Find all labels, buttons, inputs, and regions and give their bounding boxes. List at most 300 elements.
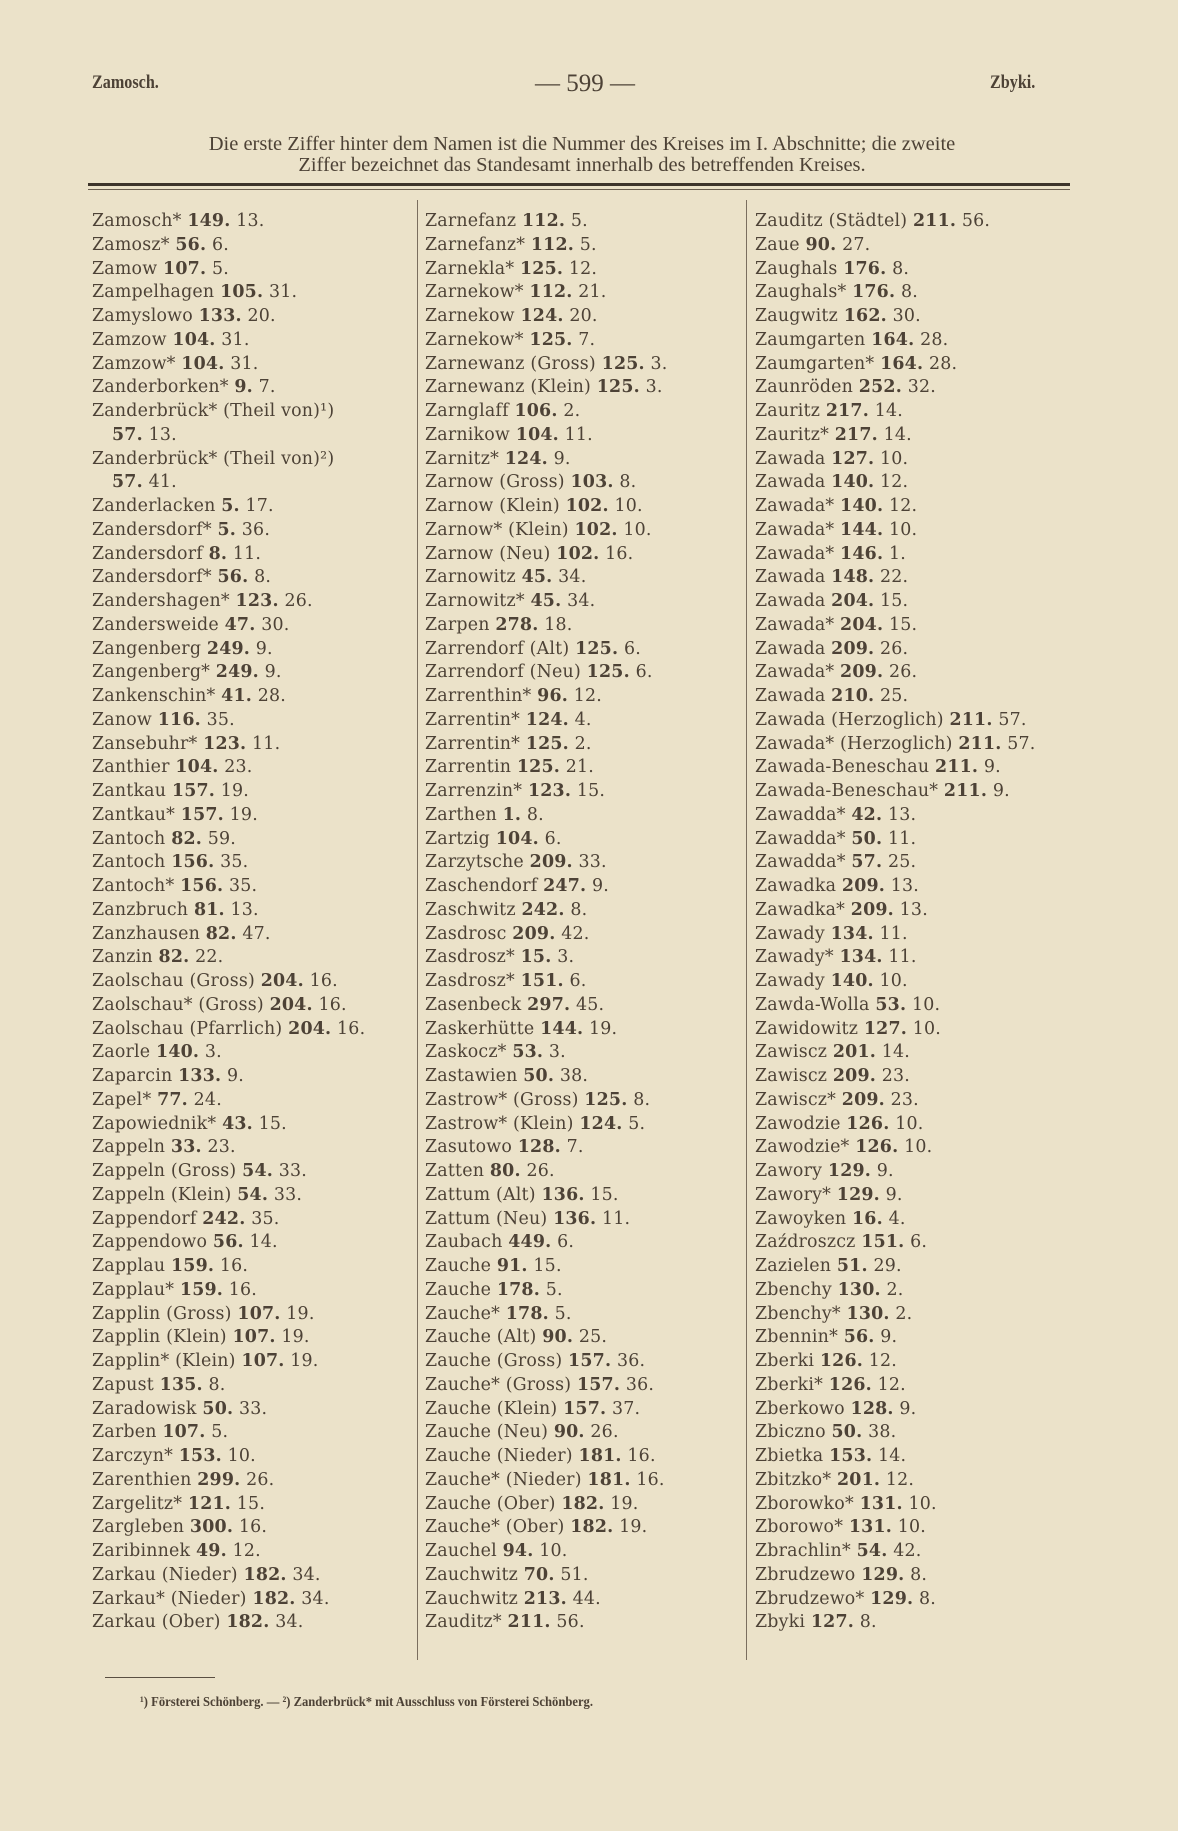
- place-name: Zawodzie*: [755, 1137, 850, 1158]
- place-name: Zarnekow: [425, 306, 515, 326]
- kreis-number: 90.: [805, 234, 837, 255]
- kreis-number: 204.: [288, 1018, 332, 1039]
- standesamt-number: 29.: [873, 1256, 902, 1276]
- place-name: Zargelitz*: [92, 1493, 183, 1514]
- kreis-number: 56.: [175, 234, 207, 255]
- place-name: Zamyslowo: [92, 306, 193, 326]
- place-name: Zauche (Gross): [425, 1351, 563, 1371]
- index-entry: [92, 1326, 365, 1350]
- standesamt-number: 15.: [576, 781, 606, 801]
- index-entry: [755, 1350, 1036, 1374]
- place-name: Zarthen: [425, 804, 497, 825]
- standesamt-number: 33.: [238, 1398, 268, 1419]
- kreis-number: 211.: [943, 781, 988, 801]
- standesamt-number: 6.: [211, 234, 229, 255]
- kreis-number: 156.: [171, 852, 215, 873]
- place-name: Zappeln (Klein): [92, 1184, 232, 1205]
- standesamt-number: 59.: [207, 828, 237, 849]
- index-entry: [92, 1493, 365, 1517]
- kreis-number: 43.: [222, 1113, 253, 1134]
- place-name: Zauchel: [425, 1541, 497, 1561]
- standesamt-number: 28.: [920, 329, 949, 350]
- kreis-number: 159.: [179, 1279, 224, 1300]
- index-entry: [755, 1231, 1036, 1255]
- index-entry: [425, 376, 668, 400]
- place-name: Zbitzko*: [755, 1469, 832, 1490]
- standesamt-number: 11.: [601, 1208, 631, 1229]
- kreis-number: 82.: [158, 947, 190, 968]
- index-entry: [425, 566, 668, 590]
- kreis-number: 217.: [834, 424, 878, 445]
- standesamt-number: 3.: [557, 947, 575, 968]
- place-name: Zawada*: [755, 662, 835, 683]
- kreis-number: 210.: [831, 686, 875, 706]
- kreis-number: 144.: [840, 519, 884, 540]
- kreis-number: 297.: [527, 994, 571, 1015]
- index-entry: [92, 281, 365, 305]
- standesamt-number: 26.: [284, 591, 313, 611]
- index-entry: [755, 1564, 1036, 1588]
- place-name: Zappeln: [92, 1137, 166, 1158]
- index-entry: [755, 1374, 1036, 1398]
- kreis-number: 164.: [871, 329, 915, 350]
- index-entry: [92, 994, 365, 1018]
- place-name: Zarnow (Gross): [425, 472, 565, 493]
- standesamt-number: 11.: [564, 424, 593, 445]
- running-head-right: Zbyki.: [990, 72, 1036, 93]
- place-name: Zandersdorf: [92, 543, 203, 564]
- kreis-number: 53.: [512, 1042, 544, 1063]
- place-name: Zarrendorf (Neu): [425, 662, 581, 683]
- standesamt-number: 11.: [879, 923, 908, 944]
- place-name: Zasdrosc: [425, 923, 507, 944]
- standesamt-number: 12.: [568, 258, 598, 279]
- index-entry: [425, 851, 668, 875]
- place-name: Zbietka: [755, 1446, 824, 1466]
- kreis-number: 102.: [556, 543, 600, 564]
- kreis-number: 127.: [863, 1018, 907, 1039]
- kreis-number: 299.: [197, 1469, 241, 1490]
- standesamt-number: 36.: [616, 1351, 646, 1371]
- index-entry: [92, 733, 365, 757]
- place-name: Zarrentin: [425, 757, 512, 778]
- kreis-number: 125.: [586, 662, 630, 683]
- index-entry: [425, 590, 668, 614]
- place-name: Zappendorf: [92, 1208, 197, 1229]
- kreis-number: 56.: [843, 1327, 875, 1348]
- kreis-number: 127.: [810, 1612, 855, 1633]
- standesamt-number: 18.: [544, 614, 573, 635]
- index-entry: [92, 1184, 365, 1208]
- kreis-number: 201.: [836, 1469, 881, 1490]
- standesamt-number: 22.: [195, 947, 224, 968]
- index-entry: [92, 780, 365, 804]
- kreis-number: 56.: [217, 567, 249, 588]
- kreis-number: 112.: [530, 234, 575, 255]
- standesamt-number: 13.: [887, 804, 917, 825]
- index-entry: [425, 1303, 668, 1327]
- kreis-number: 51.: [836, 1256, 868, 1276]
- kreis-number: 134.: [839, 947, 883, 968]
- kreis-number: 129.: [836, 1184, 880, 1205]
- standesamt-number: 38.: [559, 1066, 589, 1086]
- index-entry: [425, 329, 668, 353]
- standesamt-number: 15.: [880, 591, 909, 611]
- place-name: Zarnekow*: [425, 329, 524, 350]
- kreis-number: 105.: [220, 282, 264, 303]
- kreis-number: 125.: [525, 733, 569, 754]
- place-name: Zawory: [755, 1161, 823, 1181]
- kreis-number: 140.: [840, 496, 884, 516]
- index-entry: [425, 1065, 668, 1089]
- index-entry: [92, 1113, 365, 1137]
- index-entry: [755, 851, 1036, 875]
- index-entry: [92, 709, 365, 733]
- standesamt-number: 8.: [619, 472, 637, 493]
- place-name: Zauche (Ober): [425, 1493, 556, 1514]
- index-entry: [755, 543, 1036, 567]
- index-entry: [92, 1469, 365, 1493]
- kreis-number: 128.: [850, 1398, 894, 1419]
- index-entry: [755, 899, 1036, 923]
- index-entry: [92, 804, 365, 828]
- kreis-number: 140.: [831, 472, 875, 493]
- kreis-number: 252.: [858, 377, 902, 398]
- kreis-number: 153.: [178, 1446, 222, 1466]
- index-entry: [755, 1326, 1036, 1350]
- kreis-number: 80.: [489, 1161, 521, 1181]
- place-name: Zberkowo: [755, 1398, 845, 1419]
- index-entry: [755, 329, 1036, 353]
- standesamt-number: 35.: [206, 709, 235, 730]
- place-name: Zborowo*: [755, 1517, 844, 1538]
- place-name: Zandersweide: [92, 614, 219, 635]
- index-entry: [425, 994, 668, 1018]
- place-name: Zaue: [755, 234, 800, 255]
- index-entry: [425, 1041, 668, 1065]
- index-entry: [425, 828, 668, 852]
- standesamt-number: 16.: [238, 1517, 268, 1538]
- kreis-number: 9.: [234, 377, 253, 398]
- index-entry: [92, 210, 365, 234]
- standesamt-number: 16.: [219, 1256, 249, 1276]
- place-name: Zauche (Alt): [425, 1327, 537, 1348]
- kreis-number: 136.: [541, 1184, 585, 1205]
- standesamt-number: 41.: [148, 472, 177, 493]
- kreis-number: 82.: [205, 923, 237, 944]
- place-name: Zantoch*: [92, 876, 175, 896]
- standesamt-number: 56.: [961, 211, 991, 231]
- standesamt-number: 15.: [236, 1493, 266, 1514]
- index-entry: [92, 448, 365, 496]
- place-name: Zawada*: [755, 543, 835, 564]
- kreis-number: 53.: [875, 994, 907, 1015]
- page-number: — 599 —: [535, 70, 635, 97]
- place-name: Zbennin*: [755, 1327, 838, 1348]
- standesamt-number: 33.: [578, 852, 607, 873]
- standesamt-number: 5.: [211, 258, 229, 279]
- kreis-number: 182.: [252, 1588, 296, 1609]
- standesamt-number: 31.: [221, 329, 250, 350]
- index-entry: [425, 1493, 668, 1517]
- place-name: Zantkau: [92, 781, 167, 801]
- kreis-number: 211.: [507, 1612, 551, 1633]
- kreis-number: 124.: [504, 448, 548, 469]
- standesamt-number: 10.: [911, 994, 941, 1015]
- standesamt-number: 9.: [264, 662, 282, 683]
- place-name: Zandersdorf*: [92, 567, 212, 588]
- index-entry: [755, 376, 1036, 400]
- standesamt-number: 4.: [574, 709, 592, 730]
- standesamt-number: 16.: [636, 1469, 665, 1490]
- place-name: Zarrentin*: [425, 709, 521, 730]
- index-entry: [425, 471, 668, 495]
- kreis-number: 134.: [830, 923, 874, 944]
- standesamt-number: 12.: [888, 496, 918, 516]
- standesamt-number: 26.: [526, 1161, 555, 1181]
- standesamt-number: 6.: [569, 971, 587, 991]
- index-entry: [92, 1398, 365, 1422]
- kreis-number: 91.: [496, 1256, 528, 1276]
- index-entry: [92, 1588, 365, 1612]
- kreis-number: 42.: [851, 804, 883, 825]
- kreis-number: 300.: [189, 1517, 234, 1538]
- standesamt-number: 13.: [236, 211, 265, 231]
- standesamt-number: 2.: [574, 733, 592, 754]
- place-name: Zarnow (Klein): [425, 496, 560, 516]
- index-entry: [92, 1564, 365, 1588]
- kreis-number: 133.: [198, 306, 242, 326]
- kreis-number: 140.: [830, 971, 874, 991]
- standesamt-number: 35.: [220, 852, 249, 873]
- index-entry: [92, 638, 365, 662]
- standesamt-number: 35.: [228, 876, 258, 896]
- kreis-number: 130.: [837, 1279, 881, 1300]
- index-entry: [425, 519, 668, 543]
- index-entry: [425, 1136, 668, 1160]
- standesamt-number: 8.: [254, 567, 272, 588]
- kreis-number: 50.: [851, 828, 883, 849]
- footnote-rule: [105, 1677, 215, 1678]
- index-entry: [92, 1041, 365, 1065]
- standesamt-number: 3.: [204, 1042, 222, 1063]
- standesamt-number: 11.: [252, 733, 281, 754]
- index-entry: [425, 804, 668, 828]
- standesamt-number: 5.: [211, 1422, 229, 1443]
- kreis-number: 103.: [570, 472, 614, 493]
- standesamt-number: 6.: [910, 1232, 928, 1253]
- standesamt-number: 8.: [892, 258, 910, 279]
- place-name: Zanzbruch: [92, 899, 189, 920]
- kreis-number: 278.: [495, 614, 539, 635]
- standesamt-number: 5.: [554, 1303, 572, 1324]
- standesamt-number: 57.: [1007, 733, 1036, 754]
- place-name: Zawadda*: [755, 852, 846, 873]
- standesamt-number: 31.: [230, 353, 259, 374]
- place-name: Zbrachlin*: [755, 1541, 851, 1561]
- index-entry: [755, 1421, 1036, 1445]
- place-name: Zanderborken*: [92, 377, 229, 398]
- kreis-number: 126.: [846, 1113, 890, 1134]
- index-entry: [425, 1564, 668, 1588]
- place-name: Zaschendorf: [425, 876, 538, 896]
- index-entry: [755, 1445, 1036, 1469]
- standesamt-number: 6.: [635, 662, 653, 683]
- index-entry: [425, 1398, 668, 1422]
- standesamt-number: 30.: [261, 614, 290, 635]
- standesamt-number: 20.: [247, 306, 276, 326]
- index-entry: [425, 733, 668, 757]
- kreis-number: 182.: [561, 1493, 605, 1514]
- kreis-number: 123.: [527, 781, 572, 801]
- kreis-number: 209.: [850, 899, 894, 920]
- place-name: Zaskocz*: [425, 1042, 507, 1063]
- standesamt-number: 25.: [880, 686, 909, 706]
- standesamt-number: 10.: [912, 1018, 941, 1039]
- kreis-number: 102.: [565, 496, 609, 516]
- kreis-number: 129.: [870, 1588, 914, 1609]
- place-name: Zaolschau (Gross): [92, 971, 255, 991]
- standesamt-number: 44.: [572, 1588, 601, 1609]
- index-entry: [425, 685, 668, 709]
- place-name: Zarzytsche: [425, 852, 524, 873]
- kreis-number: 157.: [563, 1398, 607, 1419]
- index-entry: [92, 566, 365, 590]
- place-name: Zawada* (Herzoglich): [755, 733, 953, 754]
- place-name: Zastrow* (Klein): [425, 1113, 574, 1134]
- kreis-number: 182.: [226, 1612, 270, 1633]
- kreis-number: 182.: [243, 1564, 287, 1585]
- kreis-number: 159.: [170, 1256, 215, 1276]
- kreis-number: 125.: [601, 353, 645, 374]
- kreis-number: 131.: [848, 1517, 893, 1538]
- place-name: Zandersdorf*: [92, 519, 212, 540]
- footnote: ¹) Försterei Schönberg. — ²) Zanderbrück* mit Ausschluss von Försterei Schönberg.: [140, 1695, 593, 1710]
- kreis-number: 16.: [852, 1208, 883, 1229]
- place-name: Zanow: [92, 709, 153, 730]
- index-entry: [425, 1184, 668, 1208]
- standesamt-number: 26.: [888, 662, 918, 683]
- place-name: Zantkau*: [92, 804, 176, 825]
- standesamt-number: 8.: [633, 1089, 651, 1110]
- place-name: Zanderlacken: [92, 496, 216, 516]
- index-entry: [92, 899, 365, 923]
- index-entry: [92, 590, 365, 614]
- index-entry: [755, 1136, 1036, 1160]
- index-entry: [755, 234, 1036, 258]
- standesamt-number: 16.: [627, 1446, 656, 1466]
- kreis-number: 107.: [232, 1327, 276, 1348]
- place-name: Zarpen: [425, 614, 490, 635]
- place-name: Zapowiednik*: [92, 1113, 217, 1134]
- index-entry: [755, 519, 1036, 543]
- kreis-number: 102.: [574, 519, 618, 540]
- index-entry: [755, 258, 1036, 282]
- index-entry: [425, 1516, 668, 1540]
- index-entry: [755, 780, 1036, 804]
- index-entry: [425, 353, 668, 377]
- kreis-number: 164.: [880, 353, 924, 374]
- kreis-number: 131.: [859, 1493, 903, 1514]
- standesamt-number: 26.: [246, 1469, 275, 1490]
- place-name: Zauche* (Nieder): [425, 1469, 582, 1490]
- index-entry: [425, 875, 668, 899]
- index-entry: [755, 733, 1036, 757]
- index-entry: [755, 1018, 1036, 1042]
- place-name: Zanderbrück* (Theil von)¹): [92, 401, 335, 421]
- index-entry: [755, 495, 1036, 519]
- standesamt-number: 20.: [569, 306, 598, 326]
- standesamt-number: 33.: [273, 1184, 303, 1205]
- standesamt-number: 10.: [888, 519, 918, 540]
- kreis-number: 127.: [831, 448, 875, 469]
- index-entry: [755, 923, 1036, 947]
- place-name: Zappeln (Gross): [92, 1161, 237, 1181]
- index-entry: [92, 258, 365, 282]
- place-name: Zawiscz*: [755, 1089, 837, 1110]
- standesamt-number: 11.: [888, 947, 917, 968]
- index-entry: [755, 875, 1036, 899]
- index-entry: [425, 495, 668, 519]
- index-column-3: [755, 210, 1036, 1635]
- place-name: Zamosz*: [92, 234, 170, 255]
- standesamt-number: 9.: [992, 781, 1010, 801]
- kreis-number: 148.: [831, 567, 875, 588]
- index-entry: [92, 1611, 365, 1635]
- place-name: Zawada: [755, 567, 826, 588]
- place-name: Zaughals: [755, 258, 838, 279]
- place-name: Zastawien: [425, 1066, 518, 1086]
- kreis-number: 47.: [224, 614, 256, 635]
- index-entry: [92, 1018, 365, 1042]
- kreis-number: 125.: [596, 377, 640, 398]
- standesamt-number: 9.: [592, 876, 609, 896]
- standesamt-number: 19.: [610, 1493, 639, 1514]
- standesamt-number: 10.: [614, 496, 643, 516]
- standesamt-number: 9.: [880, 1327, 898, 1348]
- kreis-number: 54.: [242, 1161, 273, 1181]
- kreis-number: 8.: [208, 543, 228, 564]
- place-name: Zawiscz: [755, 1042, 828, 1063]
- place-name: Zauche*: [425, 1303, 500, 1324]
- index-entry: [425, 780, 668, 804]
- index-entry: [755, 448, 1036, 472]
- place-name: Zankenschin*: [92, 686, 216, 706]
- standesamt-number: 10.: [623, 519, 652, 540]
- index-entry: [425, 1326, 668, 1350]
- standesamt-number: 22.: [880, 567, 909, 588]
- standesamt-number: 38.: [868, 1422, 897, 1443]
- place-name: Zanzhausen: [92, 923, 200, 944]
- place-name: Zarrendorf (Alt): [425, 638, 570, 659]
- standesamt-number: 16.: [228, 1279, 258, 1300]
- kreis-number: 1.: [502, 804, 522, 825]
- index-entry: [755, 1303, 1036, 1327]
- standesamt-number: 8.: [910, 1564, 928, 1585]
- standesamt-number: 3.: [548, 1042, 566, 1063]
- place-name: Zamow: [92, 258, 158, 279]
- place-name: Zarnglaff: [425, 401, 509, 421]
- standesamt-number: 5.: [570, 211, 588, 231]
- place-name: Zanzin: [92, 947, 153, 968]
- place-name: Zauche (Klein): [425, 1398, 558, 1419]
- index-entry: [425, 709, 668, 733]
- column-divider: [746, 200, 747, 1660]
- index-entry: [755, 709, 1036, 733]
- place-name: Zarnitz*: [425, 448, 499, 469]
- standesamt-number: 8.: [900, 282, 918, 303]
- standesamt-number: 15.: [533, 1256, 562, 1276]
